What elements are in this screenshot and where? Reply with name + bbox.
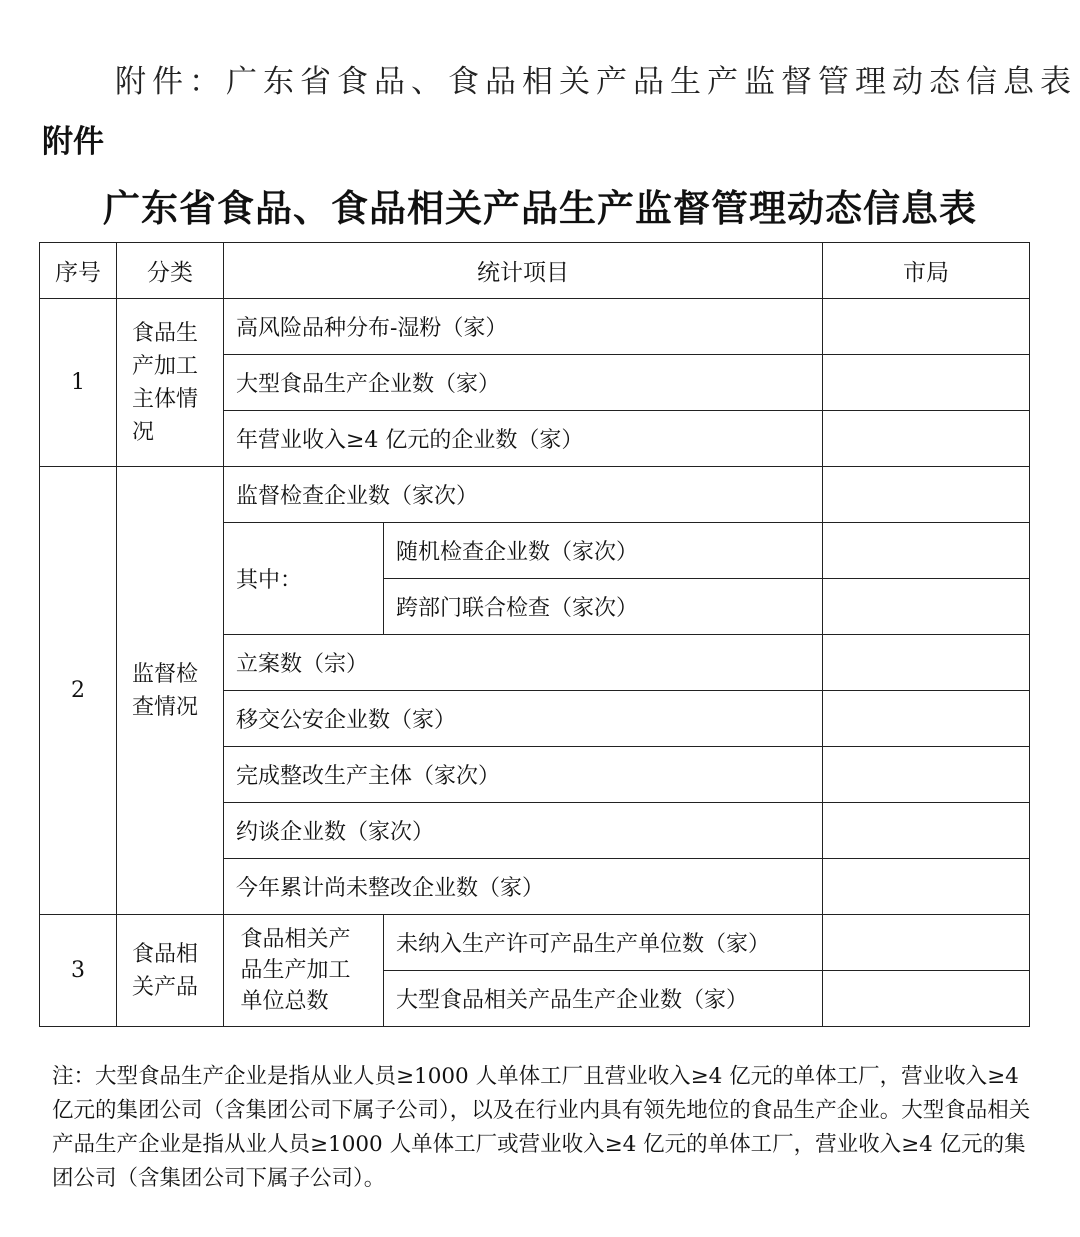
bureau-value-cell[interactable] <box>823 635 1030 691</box>
item-cell: 立案数（宗） <box>224 635 823 691</box>
item-cell: 移交公安企业数（家） <box>224 691 823 747</box>
bureau-value-cell[interactable] <box>823 915 1030 971</box>
bureau-value-cell[interactable] <box>823 859 1030 915</box>
category-label: 食品相关产品 <box>132 941 199 1000</box>
sub-item-cell: 随机检查企业数（家次） <box>384 523 823 579</box>
row-number: 1 <box>40 299 117 467</box>
item-cell: 年营业收入≥4 亿元的企业数（家） <box>224 411 823 467</box>
table-header-row <box>40 243 1030 299</box>
subcategory-label: 食品相关产品生产加工单位总数 <box>240 927 351 1014</box>
bureau-value-cell[interactable] <box>823 299 1030 355</box>
category-label: 监督检查情况 <box>132 661 199 720</box>
category-cell <box>117 467 224 915</box>
bureau-value-cell[interactable] <box>823 579 1030 635</box>
sub-item-cell: 大型食品相关产品生产企业数（家） <box>384 971 823 1027</box>
item-cell: 大型食品生产企业数（家） <box>224 355 823 411</box>
header-item: 统计项目 <box>224 243 823 299</box>
header-no: 序号 <box>40 243 117 299</box>
bureau-value-cell[interactable] <box>823 747 1030 803</box>
bureau-value-cell[interactable] <box>823 355 1030 411</box>
attachment-label: 附件 <box>42 124 104 160</box>
item-cell: 监督检查企业数（家次） <box>224 467 823 523</box>
header-bureau: 市局 <box>823 243 1030 299</box>
sub-item-cell: 未纳入生产许可产品生产单位数（家） <box>384 915 823 971</box>
item-cell: 高风险品种分布-湿粉（家） <box>224 299 823 355</box>
header-category: 分类 <box>117 243 224 299</box>
category-cell <box>117 299 224 467</box>
table-row <box>40 915 1030 971</box>
document-title: 广东省食品、食品相关产品生产监督管理动态信息表 <box>103 186 977 230</box>
bureau-value-cell[interactable] <box>823 523 1030 579</box>
bureau-value-cell[interactable] <box>823 411 1030 467</box>
table-row <box>40 467 1030 523</box>
table-row <box>40 299 1030 355</box>
of-which-cell: 其中： <box>224 523 384 635</box>
category-label: 食品生产加工主体情况 <box>132 320 199 445</box>
item-cell: 完成整改生产主体（家次） <box>224 747 823 803</box>
page-heading: 附件：广东省食品、食品相关产品生产监督管理动态信息表 <box>115 64 1077 100</box>
sub-item-cell: 跨部门联合检查（家次） <box>384 579 823 635</box>
item-cell: 今年累计尚未整改企业数（家） <box>224 859 823 915</box>
bureau-value-cell[interactable] <box>823 803 1030 859</box>
bureau-value-cell[interactable] <box>823 971 1030 1027</box>
row-number: 3 <box>40 915 117 1027</box>
footnote: 注：大型食品生产企业是指从业人员≥1000 人单体工厂且营业收入≥4 亿元的单体工厂，营业收入≥4 亿元的集团公司（含集团公司下属子公司），以及在行业内具有领先地位的食品生产企业。大型食品相关产品生产企业是指从业人员≥1000 人单体工厂或营业收入≥4 亿元的单体工厂，营业收入≥4 亿元的集团公司（含集团公司下属子公司）。 <box>52 1064 1031 1191</box>
statistics-table <box>39 242 1030 1027</box>
item-cell: 约谈企业数（家次） <box>224 803 823 859</box>
bureau-value-cell[interactable] <box>823 691 1030 747</box>
category-cell <box>117 915 224 1027</box>
row-number: 2 <box>40 467 117 915</box>
subcategory-cell <box>224 915 384 1027</box>
bureau-value-cell[interactable] <box>823 467 1030 523</box>
